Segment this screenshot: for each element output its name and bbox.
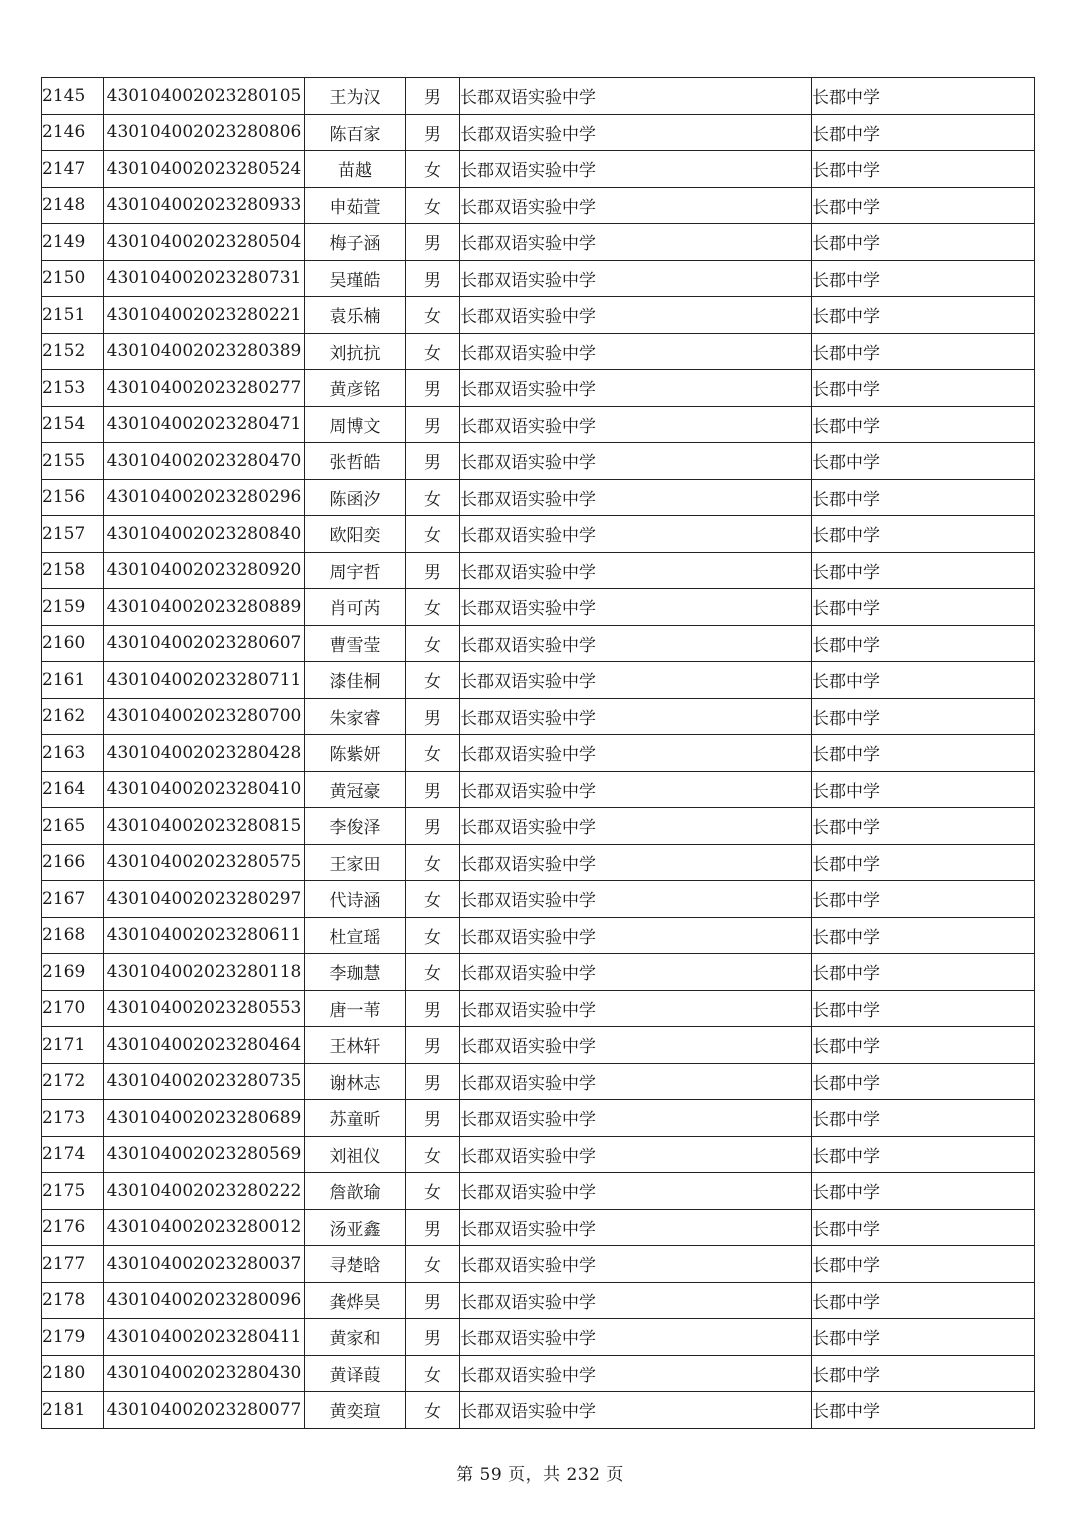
table-row [42,1136,1035,1173]
gender-cell: 男 [406,1282,460,1319]
table-row [42,1063,1035,1100]
exam-id-cell: 430104002023280920 [104,552,305,589]
admitted-school-cell: 长郡中学 [812,917,1035,954]
page-footer: 第 59 页，共 232 页 [456,1465,624,1485]
student-name-cell: 刘抗抗 [305,333,406,370]
exam-id-cell: 430104002023280569 [104,1136,305,1173]
admitted-school-cell: 长郡中学 [812,552,1035,589]
serial-number-cell: 2167 [42,881,104,918]
origin-school-cell: 长郡双语实验中学 [460,1319,812,1356]
student-name-cell: 曹雪莹 [305,625,406,662]
gender-cell: 女 [406,479,460,516]
gender-cell: 女 [406,187,460,224]
admitted-school-cell: 长郡中学 [812,1282,1035,1319]
exam-id-cell: 430104002023280411 [104,1319,305,1356]
exam-id-cell: 430104002023280711 [104,662,305,699]
exam-id-cell: 430104002023280222 [104,1173,305,1210]
gender-cell: 女 [406,333,460,370]
origin-school-cell: 长郡双语实验中学 [460,516,812,553]
serial-number-cell: 2170 [42,990,104,1027]
gender-cell: 女 [406,917,460,954]
exam-id-cell: 430104002023280277 [104,370,305,407]
exam-id-cell: 430104002023280471 [104,406,305,443]
serial-number-cell: 2165 [42,808,104,845]
origin-school-cell: 长郡双语实验中学 [460,735,812,772]
student-name-cell: 杜宣瑶 [305,917,406,954]
origin-school-cell: 长郡双语实验中学 [460,808,812,845]
serial-number-cell: 2175 [42,1173,104,1210]
origin-school-cell: 长郡双语实验中学 [460,1136,812,1173]
student-name-cell: 吴瑾皓 [305,260,406,297]
admitted-school-cell: 长郡中学 [812,771,1035,808]
table-row [42,1246,1035,1283]
serial-number-cell: 2150 [42,260,104,297]
origin-school-cell: 长郡双语实验中学 [460,224,812,261]
gender-cell: 女 [406,151,460,188]
table-row [42,151,1035,188]
admitted-school-cell: 长郡中学 [812,260,1035,297]
gender-cell: 男 [406,771,460,808]
serial-number-cell: 2159 [42,589,104,626]
admitted-school-cell: 长郡中学 [812,735,1035,772]
origin-school-cell: 长郡双语实验中学 [460,1100,812,1137]
student-name-cell: 王为汉 [305,78,406,115]
origin-school-cell: 长郡双语实验中学 [460,78,812,115]
student-name-cell: 陈紫妍 [305,735,406,772]
table-row [42,1392,1035,1429]
gender-cell: 男 [406,260,460,297]
student-name-cell: 刘祖仪 [305,1136,406,1173]
student-name-cell: 王家田 [305,844,406,881]
origin-school-cell: 长郡双语实验中学 [460,662,812,699]
admitted-school-cell: 长郡中学 [812,224,1035,261]
admitted-school-cell: 长郡中学 [812,1173,1035,1210]
origin-school-cell: 长郡双语实验中学 [460,844,812,881]
table-row [42,954,1035,991]
roster-body [42,78,1035,1429]
serial-number-cell: 2163 [42,735,104,772]
admitted-school-cell: 长郡中学 [812,516,1035,553]
exam-id-cell: 430104002023280296 [104,479,305,516]
table-row [42,260,1035,297]
table-row [42,1027,1035,1064]
admitted-school-cell: 长郡中学 [812,844,1035,881]
student-name-cell: 袁乐楠 [305,297,406,334]
gender-cell: 男 [406,698,460,735]
student-name-cell: 黄冠豪 [305,771,406,808]
admitted-school-cell: 长郡中学 [812,1246,1035,1283]
table-row [42,443,1035,480]
serial-number-cell: 2171 [42,1027,104,1064]
exam-id-cell: 430104002023280735 [104,1063,305,1100]
gender-cell: 男 [406,1027,460,1064]
admitted-school-cell: 长郡中学 [812,187,1035,224]
admitted-school-cell: 长郡中学 [812,151,1035,188]
origin-school-cell: 长郡双语实验中学 [460,297,812,334]
gender-cell: 女 [406,954,460,991]
gender-cell: 男 [406,370,460,407]
origin-school-cell: 长郡双语实验中学 [460,881,812,918]
table-row [42,479,1035,516]
table-row [42,370,1035,407]
origin-school-cell: 长郡双语实验中学 [460,1282,812,1319]
table-row [42,589,1035,626]
serial-number-cell: 2156 [42,479,104,516]
exam-id-cell: 430104002023280012 [104,1209,305,1246]
serial-number-cell: 2180 [42,1355,104,1392]
admitted-school-cell: 长郡中学 [812,78,1035,115]
student-name-cell: 李珈慧 [305,954,406,991]
exam-id-cell: 430104002023280815 [104,808,305,845]
table-row [42,297,1035,334]
student-name-cell: 谢林志 [305,1063,406,1100]
gender-cell: 男 [406,552,460,589]
student-name-cell: 黄译葭 [305,1355,406,1392]
admitted-school-cell: 长郡中学 [812,1355,1035,1392]
table-row [42,1209,1035,1246]
exam-id-cell: 430104002023280700 [104,698,305,735]
gender-cell: 男 [406,1100,460,1137]
serial-number-cell: 2148 [42,187,104,224]
gender-cell: 男 [406,443,460,480]
origin-school-cell: 长郡双语实验中学 [460,625,812,662]
origin-school-cell: 长郡双语实验中学 [460,1246,812,1283]
student-name-cell: 朱家睿 [305,698,406,735]
serial-number-cell: 2152 [42,333,104,370]
table-row [42,1355,1035,1392]
serial-number-cell: 2166 [42,844,104,881]
admitted-school-cell: 长郡中学 [812,333,1035,370]
serial-number-cell: 2179 [42,1319,104,1356]
origin-school-cell: 长郡双语实验中学 [460,1027,812,1064]
table-row [42,808,1035,845]
gender-cell: 女 [406,1392,460,1429]
origin-school-cell: 长郡双语实验中学 [460,260,812,297]
admitted-school-cell: 长郡中学 [812,1209,1035,1246]
table-row [42,333,1035,370]
serial-number-cell: 2172 [42,1063,104,1100]
student-name-cell: 王林轩 [305,1027,406,1064]
table-row [42,78,1035,115]
student-name-cell: 肖可芮 [305,589,406,626]
gender-cell: 女 [406,516,460,553]
exam-id-cell: 430104002023280689 [104,1100,305,1137]
student-name-cell: 詹歆瑜 [305,1173,406,1210]
serial-number-cell: 2146 [42,114,104,151]
table-row [42,735,1035,772]
table-row [42,1100,1035,1137]
gender-cell: 女 [406,1355,460,1392]
origin-school-cell: 长郡双语实验中学 [460,990,812,1027]
table-row [42,625,1035,662]
gender-cell: 女 [406,735,460,772]
student-name-cell: 欧阳奕 [305,516,406,553]
exam-id-cell: 430104002023280504 [104,224,305,261]
student-name-cell: 黄家和 [305,1319,406,1356]
table-row [42,1173,1035,1210]
serial-number-cell: 2173 [42,1100,104,1137]
gender-cell: 男 [406,114,460,151]
gender-cell: 女 [406,1246,460,1283]
table-row [42,1282,1035,1319]
serial-number-cell: 2161 [42,662,104,699]
admitted-school-cell: 长郡中学 [812,1392,1035,1429]
exam-id-cell: 430104002023280933 [104,187,305,224]
admitted-school-cell: 长郡中学 [812,625,1035,662]
admitted-school-cell: 长郡中学 [812,370,1035,407]
serial-number-cell: 2181 [42,1392,104,1429]
serial-number-cell: 2147 [42,151,104,188]
student-name-cell: 苗越 [305,151,406,188]
gender-cell: 女 [406,662,460,699]
origin-school-cell: 长郡双语实验中学 [460,1063,812,1100]
table-row [42,1319,1035,1356]
table-row [42,187,1035,224]
gender-cell: 男 [406,1063,460,1100]
serial-number-cell: 2145 [42,78,104,115]
gender-cell: 男 [406,406,460,443]
exam-id-cell: 430104002023280464 [104,1027,305,1064]
student-name-cell: 申茹萱 [305,187,406,224]
origin-school-cell: 长郡双语实验中学 [460,187,812,224]
exam-id-cell: 430104002023280428 [104,735,305,772]
exam-id-cell: 430104002023280553 [104,990,305,1027]
exam-id-cell: 430104002023280118 [104,954,305,991]
admitted-school-cell: 长郡中学 [812,479,1035,516]
origin-school-cell: 长郡双语实验中学 [460,552,812,589]
table-row [42,917,1035,954]
serial-number-cell: 2174 [42,1136,104,1173]
table-row [42,881,1035,918]
admitted-school-cell: 长郡中学 [812,589,1035,626]
student-name-cell: 陈函汐 [305,479,406,516]
gender-cell: 男 [406,808,460,845]
student-name-cell: 汤亚鑫 [305,1209,406,1246]
admitted-school-cell: 长郡中学 [812,1063,1035,1100]
student-name-cell: 周宇哲 [305,552,406,589]
admitted-school-cell: 长郡中学 [812,1027,1035,1064]
gender-cell: 女 [406,297,460,334]
table-row [42,516,1035,553]
admitted-school-cell: 长郡中学 [812,990,1035,1027]
serial-number-cell: 2157 [42,516,104,553]
origin-school-cell: 长郡双语实验中学 [460,1392,812,1429]
exam-id-cell: 430104002023280607 [104,625,305,662]
student-name-cell: 陈百家 [305,114,406,151]
serial-number-cell: 2160 [42,625,104,662]
table-row [42,844,1035,881]
gender-cell: 女 [406,844,460,881]
serial-number-cell: 2168 [42,917,104,954]
admitted-school-cell: 长郡中学 [812,954,1035,991]
exam-id-cell: 430104002023280105 [104,78,305,115]
admitted-school-cell: 长郡中学 [812,1136,1035,1173]
student-name-cell: 唐一苇 [305,990,406,1027]
origin-school-cell: 长郡双语实验中学 [460,1173,812,1210]
table-row [42,771,1035,808]
exam-id-cell: 430104002023280096 [104,1282,305,1319]
exam-id-cell: 430104002023280430 [104,1355,305,1392]
admitted-school-cell: 长郡中学 [812,406,1035,443]
admitted-school-cell: 长郡中学 [812,1100,1035,1137]
admitted-school-cell: 长郡中学 [812,808,1035,845]
student-name-cell: 龚烨昊 [305,1282,406,1319]
student-name-cell: 漆佳桐 [305,662,406,699]
exam-id-cell: 430104002023280806 [104,114,305,151]
origin-school-cell: 长郡双语实验中学 [460,151,812,188]
table-row [42,990,1035,1027]
table-row [42,662,1035,699]
student-name-cell: 李俊泽 [305,808,406,845]
exam-id-cell: 430104002023280889 [104,589,305,626]
exam-id-cell: 430104002023280389 [104,333,305,370]
serial-number-cell: 2158 [42,552,104,589]
exam-id-cell: 430104002023280524 [104,151,305,188]
student-name-cell: 黄彦铭 [305,370,406,407]
serial-number-cell: 2169 [42,954,104,991]
origin-school-cell: 长郡双语实验中学 [460,589,812,626]
gender-cell: 女 [406,1173,460,1210]
serial-number-cell: 2155 [42,443,104,480]
exam-id-cell: 430104002023280077 [104,1392,305,1429]
serial-number-cell: 2154 [42,406,104,443]
origin-school-cell: 长郡双语实验中学 [460,333,812,370]
serial-number-cell: 2176 [42,1209,104,1246]
gender-cell: 女 [406,625,460,662]
table-row [42,406,1035,443]
admitted-school-cell: 长郡中学 [812,1319,1035,1356]
table-row [42,552,1035,589]
origin-school-cell: 长郡双语实验中学 [460,479,812,516]
admitted-school-cell: 长郡中学 [812,297,1035,334]
serial-number-cell: 2153 [42,370,104,407]
origin-school-cell: 长郡双语实验中学 [460,406,812,443]
origin-school-cell: 长郡双语实验中学 [460,954,812,991]
exam-id-cell: 430104002023280731 [104,260,305,297]
origin-school-cell: 长郡双语实验中学 [460,698,812,735]
serial-number-cell: 2162 [42,698,104,735]
student-name-cell: 张哲皓 [305,443,406,480]
student-name-cell: 梅子涵 [305,224,406,261]
table-row [42,224,1035,261]
gender-cell: 女 [406,589,460,626]
gender-cell: 男 [406,1209,460,1246]
gender-cell: 男 [406,224,460,261]
origin-school-cell: 长郡双语实验中学 [460,1209,812,1246]
gender-cell: 男 [406,990,460,1027]
serial-number-cell: 2178 [42,1282,104,1319]
origin-school-cell: 长郡双语实验中学 [460,1355,812,1392]
exam-id-cell: 430104002023280410 [104,771,305,808]
origin-school-cell: 长郡双语实验中学 [460,443,812,480]
serial-number-cell: 2149 [42,224,104,261]
exam-id-cell: 430104002023280611 [104,917,305,954]
student-roster-table [41,77,1035,1429]
student-name-cell: 寻楚晗 [305,1246,406,1283]
admitted-school-cell: 长郡中学 [812,114,1035,151]
origin-school-cell: 长郡双语实验中学 [460,114,812,151]
gender-cell: 男 [406,78,460,115]
exam-id-cell: 430104002023280221 [104,297,305,334]
table-row [42,698,1035,735]
exam-id-cell: 430104002023280840 [104,516,305,553]
student-name-cell: 代诗涵 [305,881,406,918]
serial-number-cell: 2151 [42,297,104,334]
exam-id-cell: 430104002023280297 [104,881,305,918]
student-name-cell: 苏童昕 [305,1100,406,1137]
admitted-school-cell: 长郡中学 [812,698,1035,735]
admitted-school-cell: 长郡中学 [812,443,1035,480]
serial-number-cell: 2177 [42,1246,104,1283]
student-name-cell: 黄奕瑄 [305,1392,406,1429]
exam-id-cell: 430104002023280037 [104,1246,305,1283]
origin-school-cell: 长郡双语实验中学 [460,917,812,954]
gender-cell: 男 [406,1319,460,1356]
exam-id-cell: 430104002023280470 [104,443,305,480]
table-row [42,114,1035,151]
admitted-school-cell: 长郡中学 [812,662,1035,699]
student-name-cell: 周博文 [305,406,406,443]
gender-cell: 女 [406,881,460,918]
gender-cell: 女 [406,1136,460,1173]
origin-school-cell: 长郡双语实验中学 [460,370,812,407]
exam-id-cell: 430104002023280575 [104,844,305,881]
origin-school-cell: 长郡双语实验中学 [460,771,812,808]
admitted-school-cell: 长郡中学 [812,881,1035,918]
serial-number-cell: 2164 [42,771,104,808]
